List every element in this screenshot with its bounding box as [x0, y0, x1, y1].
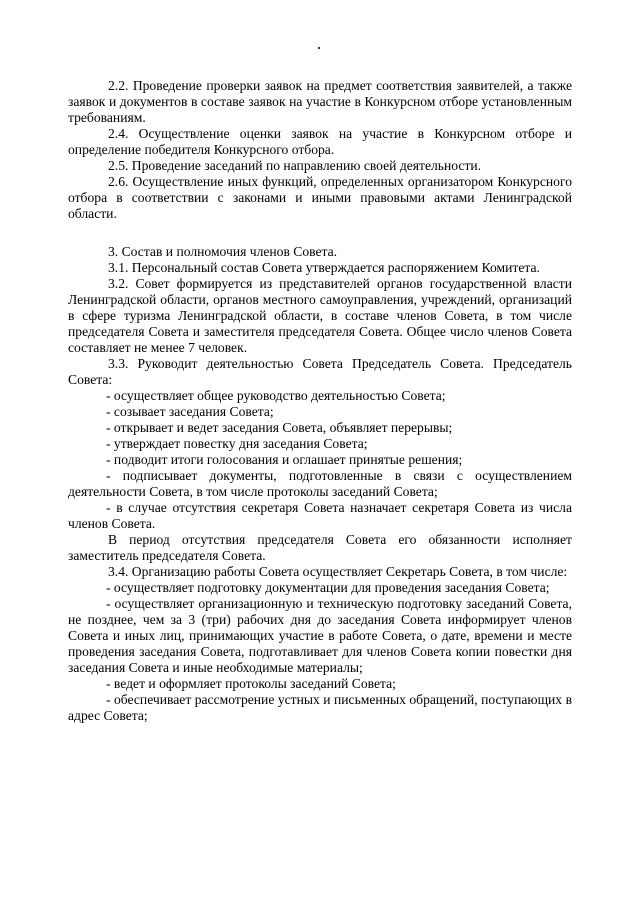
secretary-duty-item: - осуществляет подготовку документации для проведения заседания Совета;	[106, 580, 550, 595]
paragraph-2-4: 2.4. Осуществление оценки заявок на участие в Конкурсном отборе и определение победителя Конкурсного отбора.	[68, 126, 572, 157]
chair-duty-item: - осуществляет общее руководство деятельностью Совета;	[106, 388, 446, 403]
chair-duty-item: - утверждает повестку дня заседания Совета;	[106, 436, 368, 451]
scan-dot	[318, 47, 320, 49]
chair-duty-item: - подводит итоги голосования и оглашает принятые решения;	[106, 452, 463, 467]
paragraph-2-5: 2.5. Проведение заседаний по направлению своей деятельности.	[108, 158, 482, 173]
chair-duty-item: - открывает и ведет заседания Совета, объявляет перерывы;	[106, 420, 453, 435]
paragraph-absence: В период отсутствия председателя Совета его обязанности исполняет заместитель председателя Совета.	[68, 532, 572, 563]
paragraph-3-4: 3.4. Организацию работы Совета осуществляет Секретарь Совета, в том числе:	[108, 564, 568, 579]
chair-duty-item: - созывает заседания Совета;	[106, 404, 274, 419]
paragraph-3-1: 3.1. Персональный состав Совета утверждается распоряжением Комитета.	[108, 260, 540, 275]
chair-duty-item: - подписывает документы, подготовленные в связи с осуществлением деятельности Совета, в том числе протоколы заседаний Совета;	[68, 468, 572, 499]
secretary-duty-item: - осуществляет организационную и техническую подготовку заседаний Совета, не позднее, чем за 3 (три) рабочих дня до заседания Совета информирует членов Совета и иных лиц, принимающих участие в работе Совета, о дате, времени и месте проведения заседания Совета, подготавливает для членов Совета копии повестки дня заседания Совета и иные необходимые материалы;	[68, 596, 572, 675]
secretary-duty-item: - ведет и оформляет протоколы заседаний Совета;	[106, 676, 396, 691]
section-3-heading: 3. Состав и полномочия членов Совета.	[108, 244, 338, 259]
paragraph-2-6: 2.6. Осуществление иных функций, определенных организатором Конкурсного отбора в соответствии с законами и иными правовыми актами Ленинградской области.	[68, 174, 572, 221]
paragraph-3-3: 3.3. Руководит деятельностью Совета Председатель Совета. Председатель Совета:	[68, 356, 572, 387]
paragraph-3-2: 3.2. Совет формируется из представителей органов государственной власти Ленинградской области, органов местного самоуправления, учреждений, организаций в сфере туризма Ленинградской области, в составе членов Совета, в том числе председателя Совета и заместителя председателя Совета. Общее число членов Совета составляет не менее 7 человек.	[68, 276, 572, 355]
paragraph-2-2: 2.2. Проведение проверки заявок на предмет соответствия заявителей, а также заявок и документов в составе заявок на участие в Конкурсном отборе установленным требованиям.	[68, 78, 572, 125]
document-body	[68, 78, 572, 724]
chair-duty-item: - в случае отсутствия секретаря Совета назначает секретаря Совета из числа членов Совета.	[68, 500, 572, 531]
secretary-duty-item: - обеспечивает рассмотрение устных и письменных обращений, поступающих в адрес Совета;	[68, 692, 572, 723]
